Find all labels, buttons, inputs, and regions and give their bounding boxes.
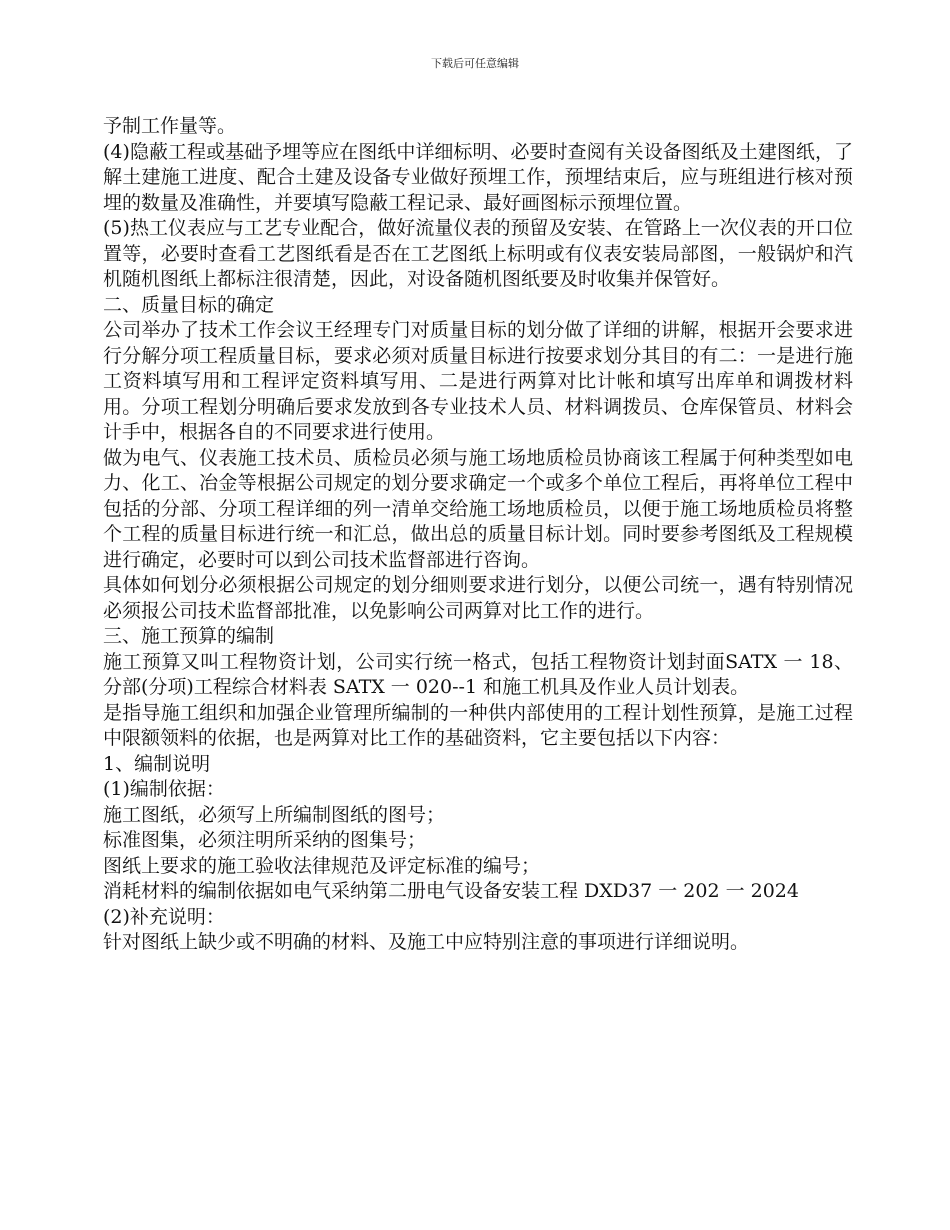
list-item: 标准图集，必须注明所采纳的图集号； [103,829,427,851]
paragraph: 针对图纸上缺少或不明确的材料、及施工中应特别注意的事项进行详细说明。 [103,931,750,953]
page-header-note: 下载后可任意编辑 [431,57,519,70]
document-body [103,114,853,956]
subsection-heading: 1、编制说明 [103,752,211,775]
paragraph: 公司举办了技术工作会议王经理专门对质量目标的划分做了详细的讲解，根据开会要求进行分解分项工程质量目标，要求必须对质量目标进行按要求划分其目的有二：一是进行施工资料填写用和工程评定资料填写用、二是进行两算对比计帐和填写出库单和调拨材料用。分项工程划分明确后要求发放到各专业技术人员、材料调拨员、仓库保管员、材料会计手中，根据各自的不同要求进行使用。 [103,319,853,443]
section-heading: 二、质量目标的确定 [103,293,275,316]
list-item: (2)补充说明： [103,905,225,928]
paragraph: 施工预算又叫工程物资计划，公司实行统一格式，包括工程物资计划封面SATX 一 18、分部(分项)工程综合材料表 SATX 一 020--1 和施工机具及作业人员计划表。 [103,650,853,698]
list-item: (1)编制依据： [103,778,225,800]
list-item: 图纸上要求的施工验收法律规范及评定标准的编号； [103,854,541,877]
paragraph: 予制工作量等。 [103,115,237,137]
paragraph: (5)热工仪表应与工艺专业配合，做好流量仪表的预留及安装、在管路上一次仪表的开口位置等，必要时查看工艺图纸看是否在工艺图纸上标明或有仪表安装局部图，一般锅炉和汽机随机图纸上都标注很清楚，因此，对设备随机图纸要及时收集并保管好。 [103,217,853,290]
section-heading: 三、施工预算的编制 [103,625,275,647]
paragraph: 是指导施工组织和加强企业管理所编制的一种供内部使用的工程计划性预算，是施工过程中限额领料的依据，也是两算对比工作的基础资料，它主要包括以下内容： [103,701,853,749]
paragraph: 具体如何划分必须根据公司规定的划分细则要求进行划分，以便公司统一，遇有特别情况必须报公司技术监督部批准，以免影响公司两算对比工作的进行。 [103,574,853,622]
list-item: 消耗材料的编制依据如电气采纳第二册电气设备安装工程 DXD37 一 202 一 2024 [103,880,799,902]
list-item: 施工图纸，必须写上所编制图纸的图号； [103,803,446,826]
paragraph: (4)隐蔽工程或基础予埋等应在图纸中详细标明、必要时查阅有关设备图纸及土建图纸，了解土建施工进度、配合土建及设备专业做好预埋工作，预埋结束后，应与班组进行核对预埋的数量及准确性，并要填写隐蔽工程记录、最好画图标示预埋位置。 [103,140,853,214]
paragraph: 做为电气、仪表施工技术员、质检员必须与施工场地质检员协商该工程属于何种类型如电力、化工、冶金等根据公司规定的划分要求确定一个或多个单位工程后，再将单位工程中包括的分部、分项工程详细的列一清单交给施工场地质检员，以便于施工场地质检员将整个工程的质量目标进行统一和汇总，做出总的质量目标计划。同时要参考图纸及工程规模进行确定，必要时可以到公司技术监督部进行咨询。 [103,446,853,571]
